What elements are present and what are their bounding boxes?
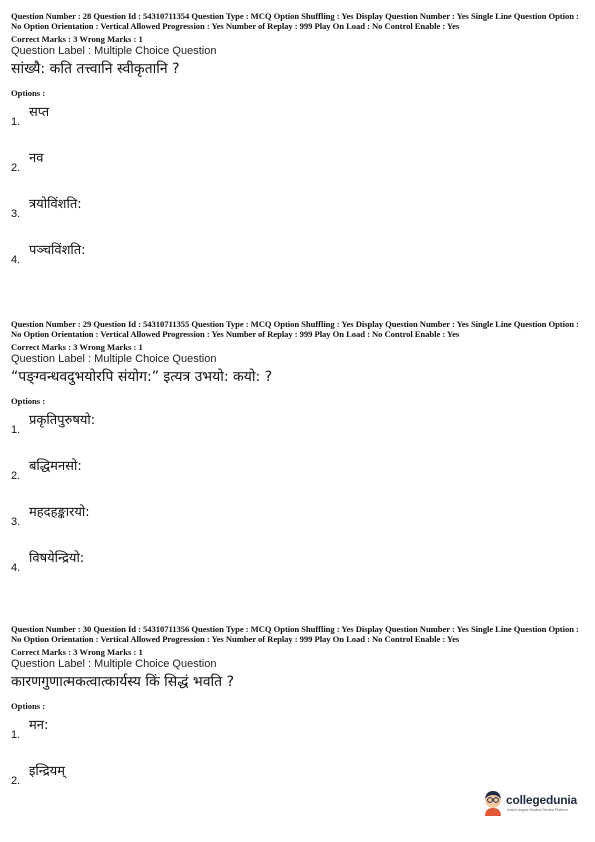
option-4[interactable] [11, 548, 585, 594]
question-label: Question Label : Multiple Choice Question [11, 45, 217, 58]
option-number: 3. [11, 208, 21, 221]
question-meta: Question Number : 29 Question Id : 54310711355 Question Type : MCQ Option Shuffling : Yes Display Question Number : Yes Single Line Question Option : No Option Orientation : Vertical Allowed Progression : Yes Number of Replay : 999 Play On Load : No Control Enable : Yes [11, 319, 579, 340]
option-1[interactable] [11, 715, 585, 761]
question-text: कारणगुणात्मकत्वात्कार्यस्य किं सिद्धं भवति ? [11, 674, 234, 691]
option-2[interactable] [11, 148, 585, 194]
option-number: 1. [11, 116, 21, 129]
question-marks: Correct Marks : 3 Wrong Marks : 1 [11, 34, 143, 45]
options-heading: Options : [11, 88, 46, 99]
logo-tagline: India's largest Student Review Platform [507, 808, 568, 812]
question-meta: Question Number : 28 Question Id : 54310711354 Question Type : MCQ Option Shuffling : Yes Display Question Number : Yes Single Line Question Option : No Option Orientation : Vertical Allowed Progression : Yes Number of Replay : 999 Play On Load : No Control Enable : Yes [11, 11, 579, 32]
question-marks: Correct Marks : 3 Wrong Marks : 1 [11, 647, 143, 658]
option-number: 4. [11, 562, 21, 575]
option-number: 2. [11, 162, 21, 175]
question-label: Question Label : Multiple Choice Question [11, 658, 217, 671]
option-text: इन्द्रियम् [29, 764, 65, 780]
option-text: नव [29, 151, 44, 167]
option-3[interactable] [11, 502, 585, 548]
collegedunia-logo [482, 788, 582, 818]
option-3[interactable] [11, 194, 585, 240]
option-number: 4. [11, 254, 21, 267]
question-29 [11, 319, 585, 594]
question-text: सांख्यै: कति तत्त्वानि स्वीकृतानि ? [11, 61, 180, 78]
option-text: पञ्चविंशति: [29, 243, 86, 259]
logo-wordmark: collegedunia [506, 793, 577, 807]
option-number: 1. [11, 424, 21, 437]
options-heading: Options : [11, 701, 46, 712]
option-number: 2. [11, 775, 21, 788]
question-marks: Correct Marks : 3 Wrong Marks : 1 [11, 342, 143, 353]
option-text: सप्त [29, 105, 50, 121]
question-label: Question Label : Multiple Choice Question [11, 353, 217, 366]
option-text: महदहङ्कारयो: [29, 505, 90, 521]
option-number: 1. [11, 729, 21, 742]
question-text: “पङ्ग्वन्धवदुभयोरपि संयोग:” इत्यत्र उभयो: कयो: ? [11, 369, 273, 386]
question-28 [11, 11, 585, 286]
option-text: बद्धिमनसो: [29, 459, 82, 475]
option-2[interactable] [11, 456, 585, 502]
option-1[interactable] [11, 102, 585, 148]
mascot-icon [482, 790, 504, 816]
option-text: प्रकृतिपुरुषयो: [29, 413, 96, 429]
question-30 [11, 624, 585, 807]
option-text: विषयेन्द्रियो: [29, 551, 85, 567]
option-1[interactable] [11, 410, 585, 456]
option-number: 2. [11, 470, 21, 483]
option-number: 3. [11, 516, 21, 529]
option-text: मन: [29, 718, 49, 734]
option-text: त्रयोविंशति: [29, 197, 82, 213]
options-heading: Options : [11, 396, 46, 407]
option-4[interactable] [11, 240, 585, 286]
question-meta: Question Number : 30 Question Id : 54310711356 Question Type : MCQ Option Shuffling : Yes Display Question Number : Yes Single Line Question Option : No Option Orientation : Vertical Allowed Progression : Yes Number of Replay : 999 Play On Load : No Control Enable : Yes [11, 624, 579, 645]
